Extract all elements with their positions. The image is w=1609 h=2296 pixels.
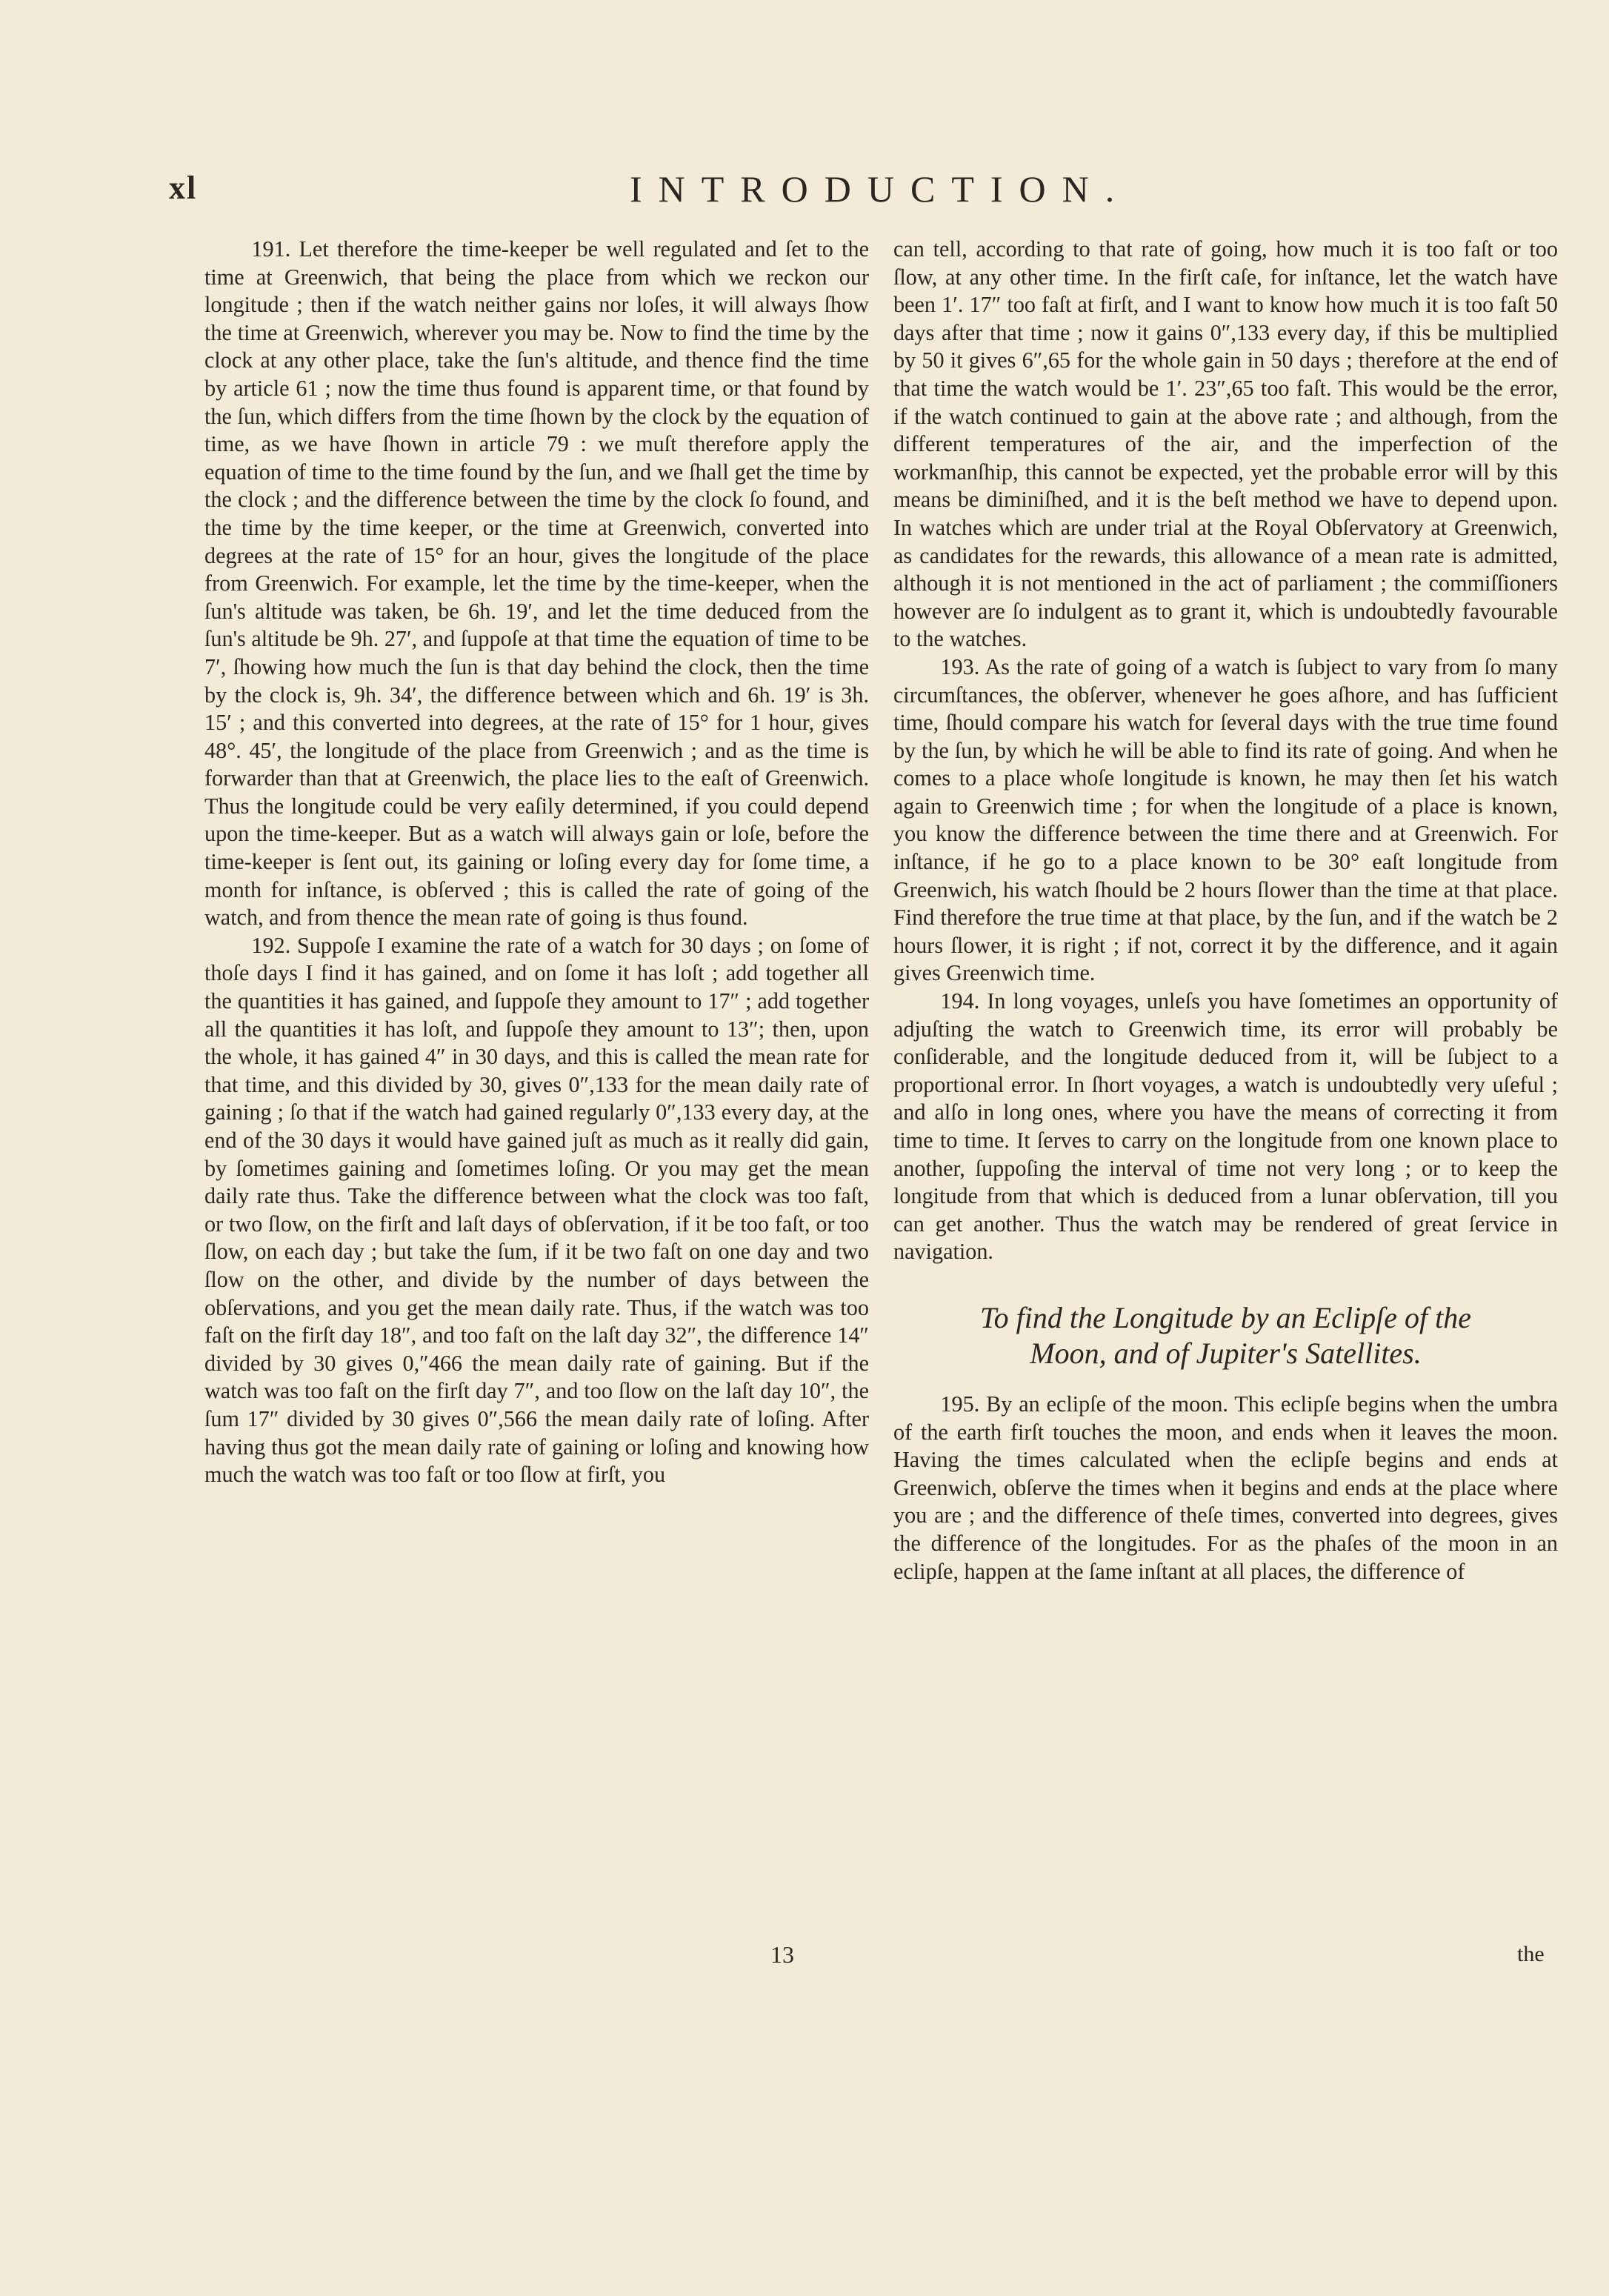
- catchword: the: [1517, 1942, 1545, 1966]
- page-number: xl: [169, 170, 198, 206]
- paragraph-194: 194. In long voyages, unleſs you have ſometimes an opportunity of adjuſting the watch to Greenwich time, its error will probably be conſiderable, and the longitude deduced from it, will be ſubject to a proportional error. In ſhort voyages, a watch is undoubtedly very uſeful ; and alſo in long ones, where you have the means of correcting it from time to time. It ſerves to carry on the longitude from one known place to another, ſuppoſing the interval of time not very long ; or to keep the longitude from that which is deduced from a lunar obſervation, till you can get another. Thus the watch may be rendered of great ſervice in navigation.: [893, 988, 1558, 1265]
- signature-mark: 13: [770, 1941, 794, 1968]
- running-head: INTRODUCTION.: [630, 168, 1131, 210]
- left-column: [204, 236, 869, 1489]
- section-heading: [893, 1300, 1558, 1371]
- paragraph-193: 193. As the rate of going of a watch is ſubject to vary from ſo many circumſtances, the obſerver, whenever he goes aſhore, and has ſufficient time, ſhould compare his watch for ſeveral days with the true time found by the ſun, by which he will be able to find its rate of going. And when he comes to a place whoſe longitude is known, he may then ſet his watch again to Greenwich time ; for when the longitude of a place is known, you know the difference between the time there and at Greenwich. For inſtance, if he go to a place known to be 30° eaſt longitude from Greenwich, his watch ſhould be 2 hours ſlower than the time at that place. Find therefore the true time at that place, by the ſun, and if the watch be 2 hours ſlower, it is right ; if not, correct it by the difference, and it again gives Greenwich time.: [893, 653, 1558, 986]
- paragraph-192-continued: can tell, according to that rate of going, how much it is too faſt or too ſlow, at any other time. In the firſt caſe, for inſtance, let the watch have been 1′. 17″ too faſt at firſt, and I want to know how much it is too faſt 50 days after that time ; now it gains 0″,133 every day, if this be multiplied by 50 it gives 6″,65 for the whole gain in 50 days ; therefore at the end of that time the watch would be 1′. 23″,65 too faſt. This would be the error, if the watch continued to gain at the above rate ; and although, from the different temperatures of the air, and the imperfection of the workmanſhip, this cannot be expected, yet the probable error will by this means be diminiſhed, and it is the beſt method we have to depend upon. In watches which are under trial at the Royal Obſervatory at Greenwich, as candidates for the rewards, this allowance of a mean rate is admitted, although it is not mentioned in the act of parliament ; the commiſſioners however are ſo indulgent as to grant it, which is undoubtedly favourable to the watches.: [893, 236, 1558, 652]
- paragraph-192: 192. Suppoſe I examine the rate of a watch for 30 days ; on ſome of thoſe days I find it has gained, and on ſome it has loſt ; add together all the quantities it has gained, and ſuppoſe they amount to 17″ ; add together all the quantities it has loſt, and ſuppoſe they amount to 13″; then, upon the whole, it has gained 4″ in 30 days, and this is called the mean rate for that time, and this divided by 30, gives 0″,133 for the mean daily rate of gaining ; ſo that if the watch had gained regularly 0″,133 every day, at the end of the 30 days it would have gained juſt as much as it really did gain, by ſometimes gaining and ſometimes loſing. Or you may get the mean daily rate thus. Take the difference between what the clock was too faſt, or two ſlow, on the firſt and laſt days of obſervation, if it be too faſt, or too ſlow, on each day ; but take the ſum, if it be two faſt on one day and two ſlow on the other, and divide by the number of days between the obſervations, and you get the mean daily rate. Thus, if the watch was too faſt on the firſt day 18″, and too faſt on the laſt day 32″, the difference 14″ divided by 30 gives 0,″466 the mean daily rate of gaining. But if the watch was too faſt on the firſt day 7″, and too ſlow on the laſt day 10″, the ſum 17″ divided by 30 gives 0″,566 the mean daily rate of loſing. After having thus got the mean daily rate of gaining or loſing and knowing how much the watch was too faſt or too ſlow at firſt, you: [204, 932, 869, 1488]
- section-heading-line-1: To find the Longitude by an Eclipſe of the: [980, 1300, 1471, 1334]
- section-heading-line-2: Moon, and of Jupiter's Satellites.: [1030, 1336, 1422, 1370]
- paragraph-191: 191. Let therefore the time-keeper be well regulated and ſet to the time at Greenwich, that being the place from which we reckon our longitude ; then if the watch neither gains nor loſes, it will always ſhow the time at Greenwich, wherever you may be. Now to find the time by the clock at any other place, take the ſun's altitude, and thence find the time by article 61 ; now the time thus found is apparent time, or that found by the ſun, which differs from the time ſhown by the clock by the equation of time, as we have ſhown in article 79 : we muſt therefore apply the equation of time to the time found by the ſun, and we ſhall get the time by the clock ; and the difference between the time by the clock ſo found, and the time by the time keeper, or the time at Greenwich, converted into degrees at the rate of 15° for an hour, gives the longitude of the place from Greenwich. For example, let the time by the time-keeper, when the ſun's altitude was taken, be 6h. 19′, and let the time deduced from the ſun's altitude be 9h. 27′, and ſuppoſe at that time the equation of time to be 7′, ſhowing how much the ſun is that day behind the clock, then the time by the clock is, 9h. 34′, the difference between which and 6h. 19′ is 3h. 15′ ; and this converted into degrees, at the rate of 15° for 1 hour, gives 48°. 45′, the longitude of the place from Greenwich ; and as the time is forwarder than that at Greenwich, the place lies to the eaſt of Greenwich. Thus the longitude could be very eaſily determined, if you could depend upon the time-keeper. But as a watch will always gain or loſe, before the time-keeper is ſent out, its gaining or loſing every day for ſome time, a month for inſtance, is obſerved ; this is called the rate of going of the watch, and from thence the mean rate of going is thus found.: [204, 236, 869, 931]
- right-column: [893, 236, 1558, 1585]
- paragraph-195: 195. By an eclipſe of the moon. This eclipſe begins when the umbra of the earth firſt touches the moon, and ends when it leaves the moon. Having the times calculated when the eclipſe begins and ends at Greenwich, obſerve the times when it begins and ends at the place where you are ; and the difference of theſe times, converted into degrees, gives the difference of the longitudes. For as the phaſes of the moon in an eclipſe, happen at the ſame inſtant at all places, the difference of: [893, 1391, 1558, 1584]
